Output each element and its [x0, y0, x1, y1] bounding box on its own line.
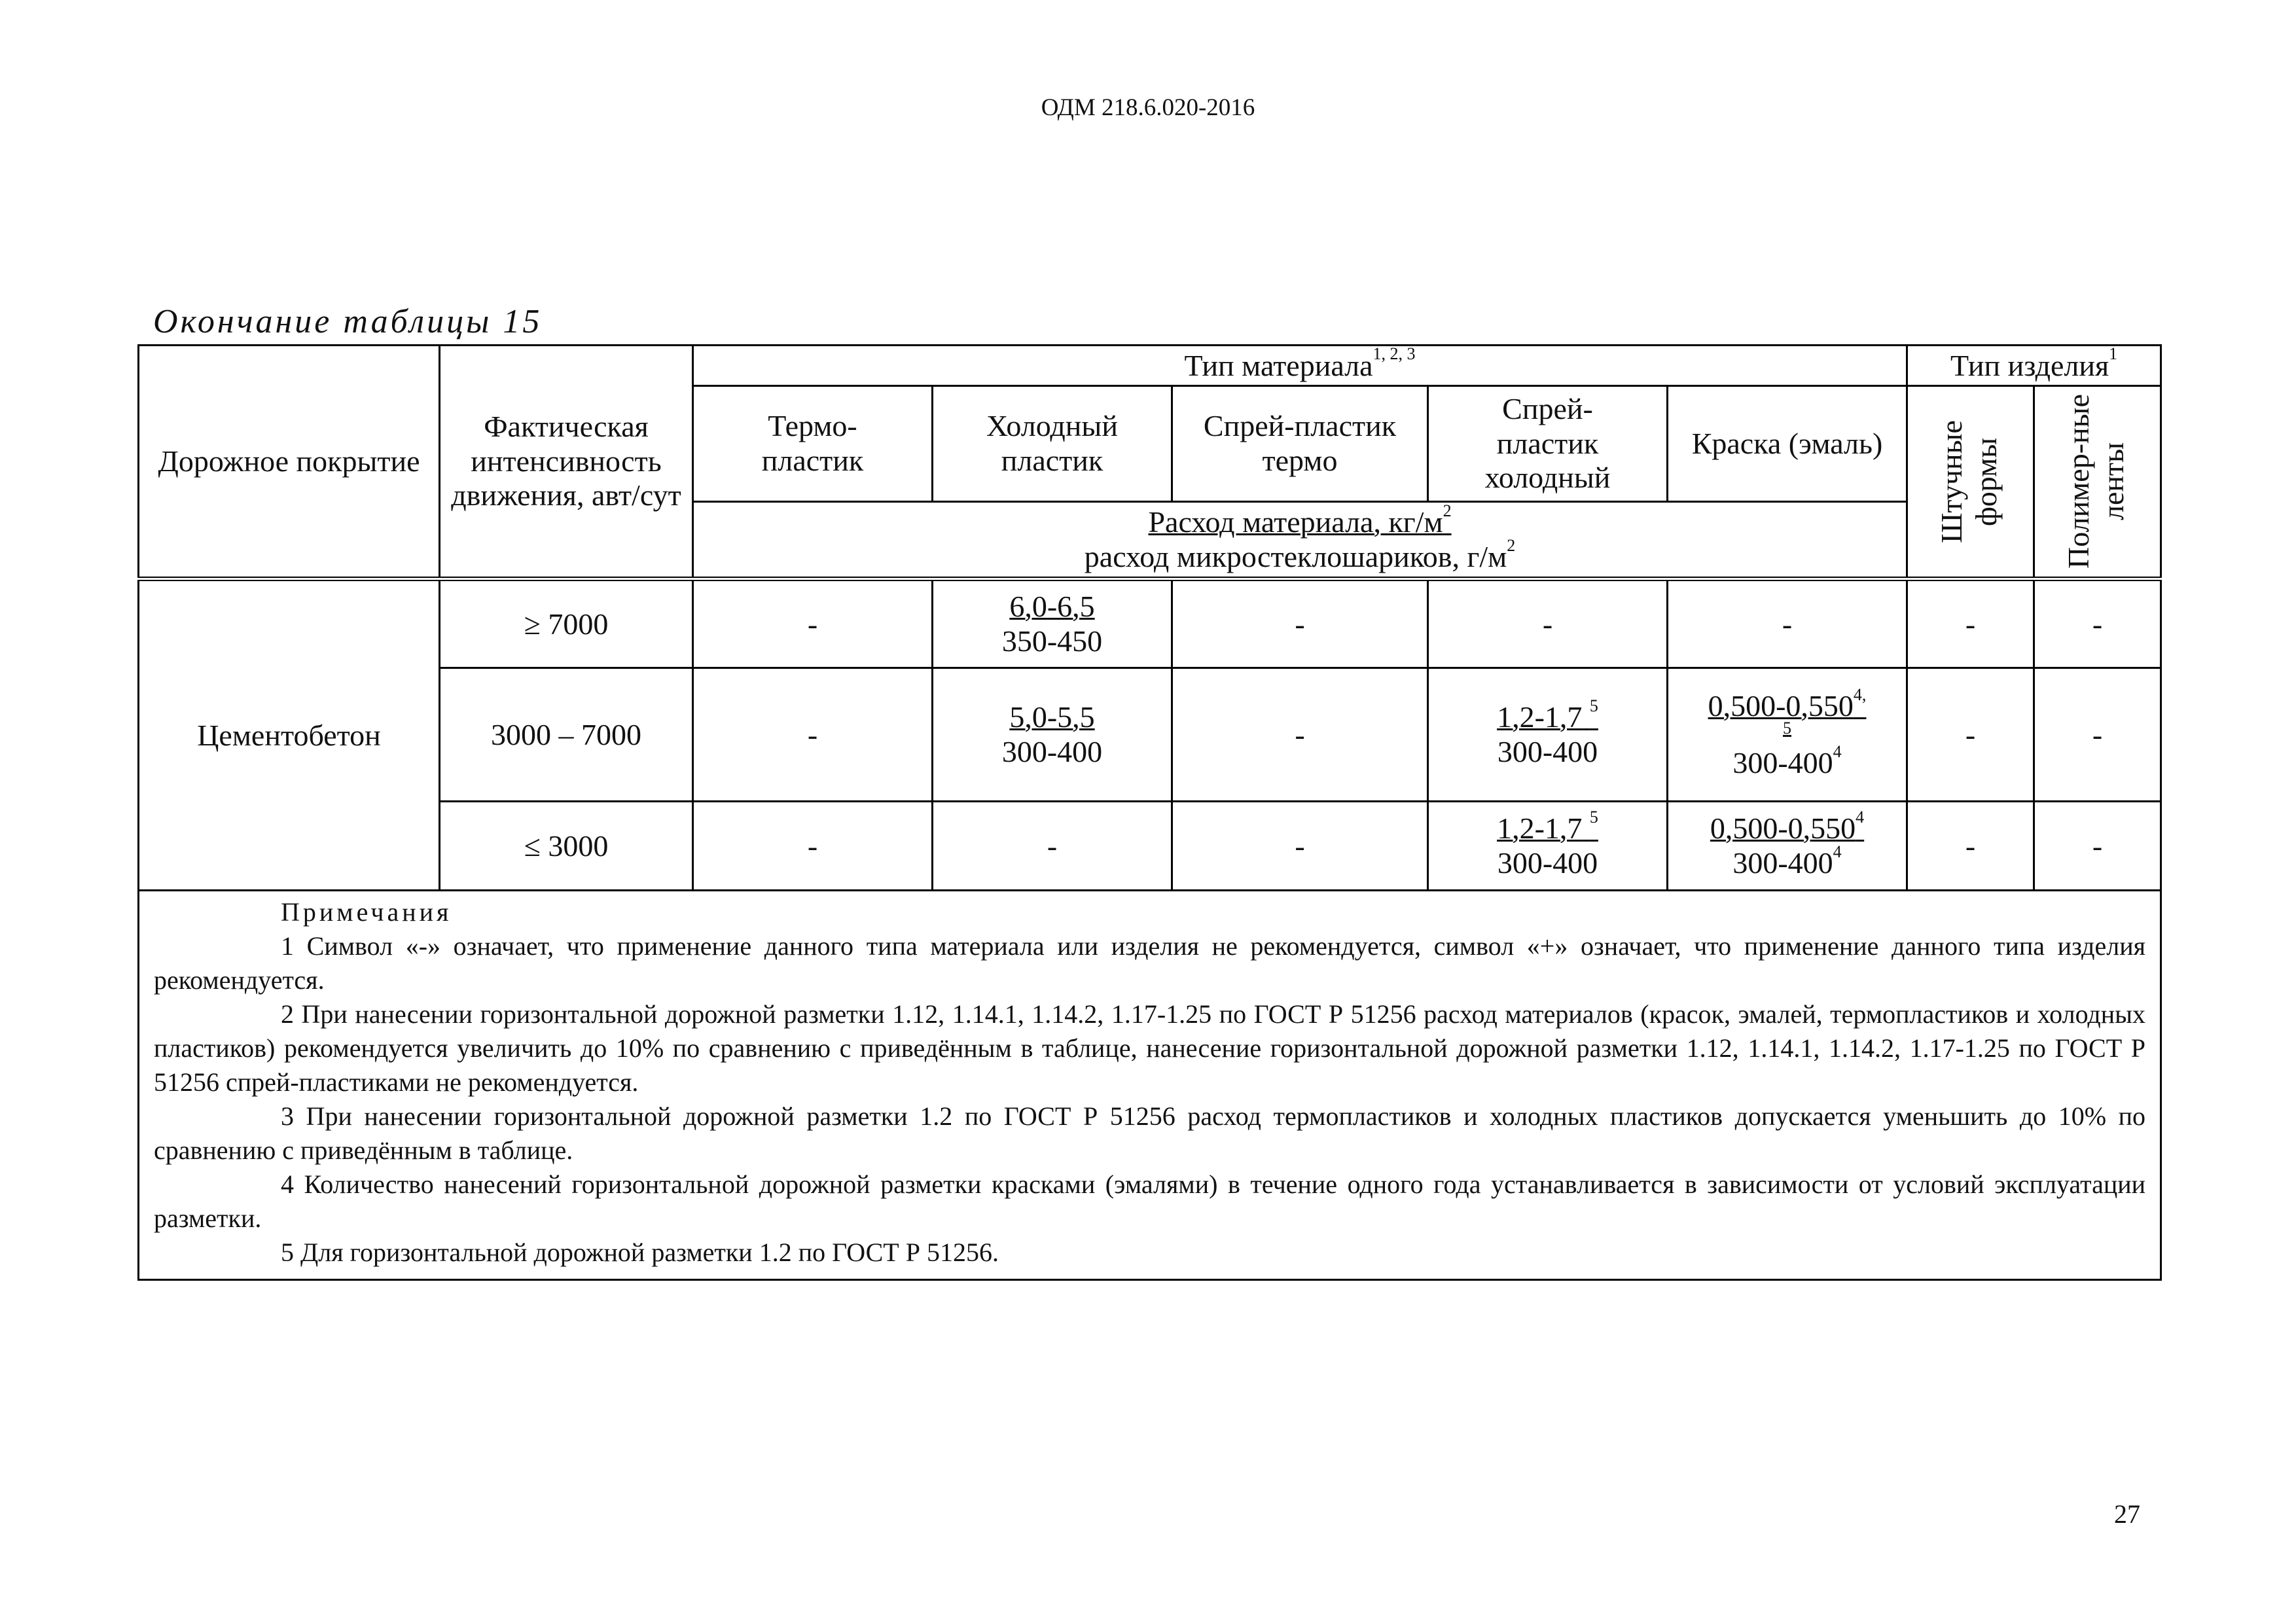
paint-top-sup: 4	[1856, 807, 1865, 827]
cold-plastic-bottom: 300-400	[1001, 734, 1103, 768]
header-spray-cold: Спрей-пластик холодный	[1428, 386, 1668, 502]
intensity-cell: ≥ 7000	[440, 579, 693, 668]
spray-cold-top	[1429, 696, 1666, 735]
header-material-type	[693, 346, 1907, 386]
cold-plastic-bottom: 350-450	[1001, 624, 1103, 658]
header-row-1	[139, 346, 2161, 386]
consumption-line-1-text: Расход материала, кг/м	[1148, 505, 1443, 539]
thermoplastic-cell: -	[693, 579, 933, 668]
paint-bottom-sup: 4	[1833, 842, 1842, 861]
thermoplastic-cell: -	[693, 802, 933, 891]
spray-cold-top-text: 1,2-1,7	[1497, 700, 1583, 734]
material-type-sup: 1, 2, 3	[1372, 344, 1416, 363]
spray-cold-cell: -	[1428, 579, 1668, 668]
piece-forms-cell: -	[1907, 802, 2034, 891]
cold-plastic-cell: -	[933, 802, 1172, 891]
paint-bottom-sup: 4	[1833, 741, 1842, 761]
paint-top-sup-continued: 5	[1783, 718, 1792, 738]
page-number: 27	[2114, 1499, 2140, 1529]
spray-cold-top-text: 1,2-1,7	[1497, 811, 1583, 845]
table-row	[139, 579, 2161, 668]
paint-top-text: 0,500-0,550	[1710, 811, 1856, 845]
product-type-label: Тип изделия	[1950, 348, 2109, 382]
spray-cold-top-sup: 5	[1589, 807, 1598, 827]
paint-bottom	[1668, 741, 1906, 781]
polymer-tapes-cell: -	[2034, 802, 2161, 891]
header-thermoplastic: Термо-пластик	[693, 386, 933, 502]
note-item: 2 При нанесении горизонтальной дорожной разметки 1.12, 1.14.1, 1.14.2, 1.17-1.25 по ГОСТ Р 51256 расход материалов (красок, эмалей, термопластиков и холодных пластиков) рекомендуется увеличить до 10% по сравнению с приведённым в таблице, нанесение горизонтальной дорожной разметки 1.12, 1.14.1, 1.14.2, 1.17-1.25 по ГОСТ Р 51256 спрей-пластиками не рекомендуется.	[154, 999, 2146, 1097]
spray-cold-top	[1429, 807, 1666, 846]
materials-table	[137, 344, 2162, 1281]
notes-title: Примечания	[281, 897, 452, 927]
note-item: 5 Для горизонтальной дорожной разметки 1.2 по ГОСТ Р 51256.	[281, 1238, 999, 1267]
spray-thermo-cell: -	[1172, 579, 1428, 668]
consumption-line-2-sup: 2	[1507, 535, 1516, 555]
consumption-line-1	[694, 501, 1906, 540]
paint-top-sup: 4,	[1853, 685, 1867, 704]
piece-forms-label: Штучные формы	[1934, 420, 2003, 543]
surface-cell: Цементобетон	[139, 579, 440, 891]
note-item: 4 Количество нанесений горизонтальной дорожной разметки красками (эмалями) в течение одного года устанавливается в зависимости от условий эксплуатации разметки.	[154, 1169, 2146, 1233]
intensity-cell: ≤ 3000	[440, 802, 693, 891]
paint-top-text: 0,500-0,550	[1708, 688, 1854, 722]
cold-plastic-top: 5,0-5,5	[1009, 700, 1095, 734]
paint-bottom-text: 300-400	[1732, 745, 1833, 779]
product-type-sup: 1	[2109, 344, 2118, 363]
page-header: ОДМ 218.6.020-2016	[1041, 94, 1255, 121]
polymer-tapes-cell: -	[2034, 668, 2161, 802]
spray-cold-top-sup: 5	[1589, 696, 1598, 715]
note-item: 3 При нанесении горизонтальной дорожной разметки 1.2 по ГОСТ Р 51256 расход термопластиков и холодных пластиков допускается уменьшить до 10% по сравнению с приведённым в таблице.	[154, 1101, 2146, 1165]
spray-cold-bottom: 300-400	[1497, 734, 1598, 768]
intensity-cell: 3000 – 7000	[440, 668, 693, 802]
notes-cell	[139, 891, 2161, 1280]
notes-row	[139, 891, 2161, 1280]
table-container	[137, 344, 2160, 1281]
table-row	[139, 802, 2161, 891]
header-spray-thermo: Спрей-пластик термо	[1172, 386, 1428, 502]
header-surface: Дорожное покрытие	[139, 346, 440, 579]
spray-cold-cell	[1428, 802, 1668, 891]
polymer-tapes-label: Полимер-ные ленты	[2061, 394, 2130, 569]
polymer-tapes-cell: -	[2034, 579, 2161, 668]
header-piece-forms	[1907, 386, 2034, 579]
piece-forms-cell: -	[1907, 579, 2034, 668]
thermoplastic-cell: -	[693, 668, 933, 802]
spray-thermo-cell: -	[1172, 668, 1428, 802]
table-row	[139, 668, 2161, 802]
header-product-type	[1907, 346, 2161, 386]
piece-forms-cell: -	[1907, 668, 2034, 802]
cold-plastic-top: 6,0-6,5	[1009, 589, 1095, 623]
paint-top	[1668, 807, 1906, 846]
header-consumption	[693, 502, 1907, 579]
material-type-label: Тип материала	[1184, 348, 1373, 382]
paint-cell	[1668, 668, 1907, 802]
table-caption: Окончание таблицы 15	[153, 303, 543, 340]
consumption-line-2	[694, 535, 1906, 575]
paint-cell	[1668, 802, 1907, 891]
note-item: 1 Символ «-» означает, что применение данного типа материала или изделия не рекомендуется, символ «+» означает, что применение данного типа изделия рекомендуется.	[154, 931, 2146, 995]
header-intensity: Фактическая интенсивность движения, авт/сут	[440, 346, 693, 579]
spray-cold-cell	[1428, 668, 1668, 802]
header-cold-plastic: Холодный пластик	[933, 386, 1172, 502]
paint-cell: -	[1668, 579, 1907, 668]
spray-cold-bottom: 300-400	[1497, 846, 1598, 880]
paint-bottom	[1668, 842, 1906, 881]
header-polymer-tapes	[2034, 386, 2161, 579]
cold-plastic-cell	[933, 668, 1172, 802]
cold-plastic-cell	[933, 579, 1172, 668]
paint-bottom-text: 300-400	[1732, 846, 1833, 880]
consumption-line-1-sup: 2	[1443, 501, 1452, 520]
spray-thermo-cell: -	[1172, 802, 1428, 891]
consumption-line-2-text: расход микростеклошариков, г/м	[1084, 539, 1507, 573]
header-paint: Краска (эмаль)	[1668, 386, 1907, 502]
